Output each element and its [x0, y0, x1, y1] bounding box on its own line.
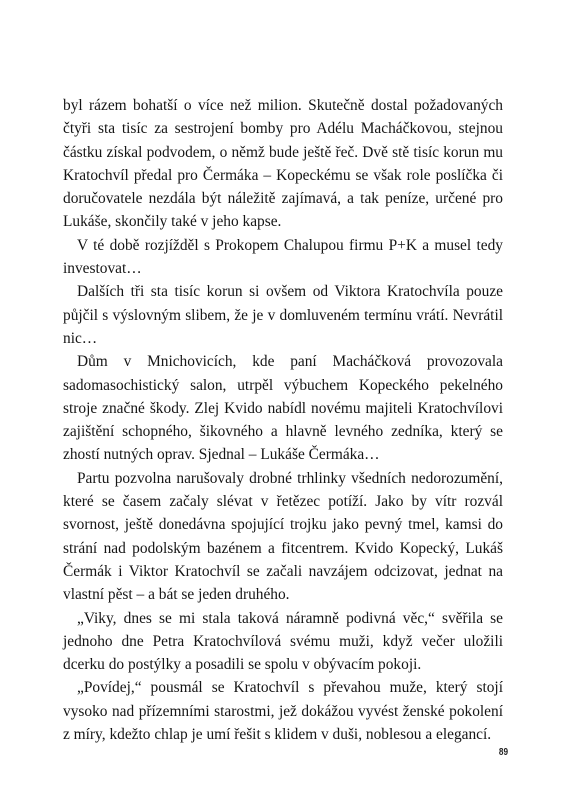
paragraph-2: V té době rozjížděl s Prokopem Chalupou firmu P+K a musel tedy investovat…: [63, 236, 503, 278]
paragraph-6: „Viky, dnes se mi stala taková náramně podivná věc,“ svěřila se jednoho dne Petra Kratochvílová svému muži, když večer uložili dcerku do postýlky a posadili se spolu v obývacím pokoji.: [63, 609, 503, 674]
body-text: [63, 94, 503, 746]
paragraph-4: Dům v Mnichovicích, kde paní Macháčková provozovala sadomasochistický salon, utrpěl výbuchem Kopeckého pekelného stroje značné škody. Zlej Kvido nabídl novému majiteli Kratochvílovi zajištění schopného, šikovného a hlavně levného zedníka, který se zhostí nutných oprav. Sjednal – Lukáše Čermáka…: [63, 353, 503, 464]
paragraph-3: Dalších tři sta tisíc korun si ovšem od Viktora Kratochvíla pouze půjčil s výslovným slibem, že je v domluveném termínu vrátí. Nevrátil nic…: [63, 283, 503, 347]
page-number: 89: [498, 747, 508, 758]
paragraph-5: Partu pozvolna narušovaly drobné trhlinky všedních nedorozumění, které se časem začaly slévat v řetězec potíží. Jako by vítr rozvál svornost, ještě donedávna spojující trojku jako pevný tmel, kamsi do strání nad podolským bazénem a fitcentrem. Kvido Kopecký, Lukáš Čermák i Viktor Kratochvíl se začali navzájem odcizovat, jednat na vlastní pěst – a bát se jeden druhého.: [63, 469, 503, 604]
paragraph-1: byl rázem bohatší o více než milion. Skutečně dostal požadovaných čtyři sta tisíc za sestrojení bomby pro Adélu Macháčkovou, stejnou částku získal podvodem, o němž bude ještě řeč. Dvě stě tisíc korun mu Kratochvíl předal pro Čermáka – Kopeckému se však role poslíčka či doručovatele nezdála být náležitě zajímavá, a tak peníze, určené pro Lukáše, skončily také v jeho kapse.: [63, 97, 503, 231]
paragraph-7: „Povídej,“ pousmál se Kratochvíl s převahou muže, který stojí vysoko nad přízemními starostmi, jež dokážou vyvést ženské pokolení z míry, kdežto chlap je umí řešit s klidem v duši, noblesou a elegancí.: [63, 679, 503, 744]
